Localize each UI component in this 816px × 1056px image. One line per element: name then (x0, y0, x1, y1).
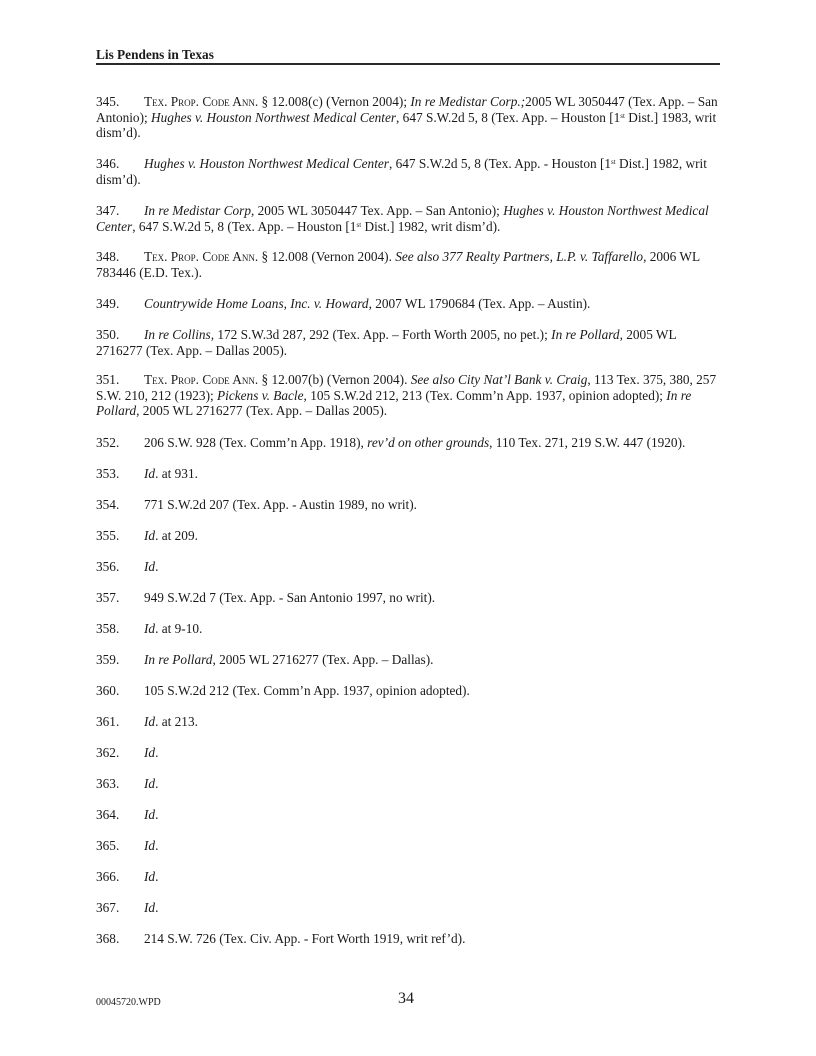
footnote-text: Dist.] 1982, writ dism’d). (96, 156, 707, 187)
footnote-text: In re Pollard (144, 652, 213, 667)
footnote-text: . at 931. (155, 466, 198, 481)
footnote-text: . (155, 776, 159, 791)
footnote-text: In re Medistar Corp.; (410, 94, 526, 109)
document-id: 00045720.WPD (96, 997, 161, 1008)
footnote-text: Id (144, 745, 156, 760)
footnote-text: , 2005 WL 2716277 (Tex. App. – Dallas). (212, 652, 434, 667)
footnote-number: 347. (96, 203, 120, 218)
footnote-text: In re Pollard (551, 327, 620, 342)
footnote (96, 931, 720, 947)
footnote-text: Tex. Prop. Code Ann. (144, 249, 259, 264)
footnote (96, 497, 720, 513)
footnote-text: , 647 S.W.2d 5, 8 (Tex. App. – Houston [1 (132, 218, 357, 234)
running-header-title: Lis Pendens in Texas (96, 47, 214, 62)
footnote-text: See also 377 Realty Partners, L.P. v. Taffarello (395, 249, 644, 264)
footnote-text: Id (144, 807, 156, 822)
footnote-text: § 12.007(b) (Vernon 2004). (258, 372, 411, 387)
footnote-number: 354. (96, 497, 120, 512)
footnote (96, 590, 720, 606)
footnote (96, 203, 720, 234)
footnote (96, 372, 720, 419)
footnote-text: Id (144, 621, 156, 636)
footnote-text: , 105 S.W.2d 212, 213 (Tex. Comm’n App. 1937, opinion adopted); (303, 387, 667, 403)
footnote-text: See also City Nat’l Bank v. Craig (410, 372, 588, 387)
footnote (96, 528, 720, 544)
footnote (96, 807, 720, 823)
footnote-number: 353. (96, 466, 120, 481)
footnote-text: rev’d on other grounds (367, 435, 490, 450)
footnote-number: 364. (96, 807, 120, 822)
footnote (96, 327, 720, 358)
footnote-text: Id (144, 869, 156, 884)
footnote-text: Pickens v. Bacle (217, 387, 304, 403)
footnote-number: 365. (96, 838, 120, 853)
footnote-text: , 2005 WL 3050447 Tex. App. – San Antonio); (251, 203, 504, 218)
footnote-text: 214 S.W. 726 (Tex. Civ. App. - Fort Worth 1919, writ ref’d). (144, 931, 466, 946)
footnote-number: 368. (96, 931, 120, 946)
footnote-number: 362. (96, 745, 120, 760)
footnote-text: Id (144, 528, 156, 543)
footnote-number: 367. (96, 900, 120, 915)
footnote-text: In re Pollard (96, 387, 692, 419)
footnote-text: . (155, 807, 159, 822)
footnote (96, 249, 720, 280)
footnote-text: § 12.008 (Vernon 2004). (258, 249, 396, 264)
footnote-text: Id (144, 559, 156, 574)
footnote-number: 361. (96, 714, 120, 729)
footnote-number: 363. (96, 776, 120, 791)
footnote (96, 776, 720, 792)
footnote-text: . at 9-10. (155, 621, 203, 636)
footnote-text: Id (144, 776, 156, 791)
footnote-number: 358. (96, 621, 120, 636)
footnote (96, 156, 720, 187)
footnote (96, 652, 720, 668)
footnote-text: In re Collins, (144, 327, 215, 342)
footnote-text: 172 S.W.3d 287, 292 (Tex. App. – Forth Worth 2005, no pet.); (214, 327, 552, 342)
footnote-text: 949 S.W.2d 7 (Tex. App. - San Antonio 1997, no writ). (144, 590, 436, 605)
footnote (96, 714, 720, 730)
footnote (96, 838, 720, 854)
footnote (96, 466, 720, 482)
footnote-text: Countrywide Home Loans, Inc. v. Howard (144, 296, 369, 311)
footnote (96, 745, 720, 761)
footnote-text: Hughes v. Houston Northwest Medical Center (151, 109, 397, 125)
footnote-number: 356. (96, 559, 120, 574)
footnote-text: § 12.008(c) (Vernon 2004); (258, 94, 411, 109)
footnote-text: , 110 Tex. 271, 219 S.W. 447 (1920). (489, 435, 686, 450)
footnote (96, 621, 720, 637)
footnote-number: 352. (96, 435, 120, 450)
footnote-text: st (620, 111, 625, 120)
footnote-text: Id (144, 466, 156, 481)
footnote-text: . at 213. (155, 714, 198, 729)
footnote-text: 2005 WL 3050447 (Tex. App. – San Antonio); (96, 94, 718, 125)
footnote-number: 355. (96, 528, 120, 543)
footnote (96, 869, 720, 885)
footnote-text: . (155, 838, 159, 853)
footnote-text: , 647 S.W.2d 5, 8 (Tex. App. – Houston [1 (396, 109, 621, 125)
footnote-text: , 2005 WL 2716277 (Tex. App. – Dallas 2005). (136, 403, 388, 419)
footnote-text: Id (144, 838, 156, 853)
footnote-text: , 647 S.W.2d 5, 8 (Tex. App. - Houston [1 (388, 156, 612, 171)
footnote-text: 206 S.W. 928 (Tex. Comm’n App. 1918), (144, 435, 368, 450)
footnote-text: , 2007 WL 1790684 (Tex. App. – Austin). (368, 296, 591, 311)
footnote-text: st (611, 158, 616, 166)
footnote-number: 360. (96, 683, 120, 698)
footnote-text: , 2005 WL 2716277 (Tex. App. – Dallas 2005). (96, 327, 677, 358)
footnote-text: . (155, 559, 159, 574)
footnote-text: , 2006 WL 783446 (E.D. Tex.). (96, 249, 700, 280)
footnote-text: 771 S.W.2d 207 (Tex. App. - Austin 1989, no writ). (144, 497, 418, 512)
footnote-number: 348. (96, 249, 120, 264)
header-rule (96, 63, 720, 65)
footnote-text: Dist.] 1983, writ dism’d). (96, 109, 717, 141)
footnote-text: st (356, 220, 362, 229)
footnote-text: Hughes v. Houston Northwest Medical Center (96, 203, 709, 234)
footnote (96, 435, 720, 451)
footnote-text: Tex. Prop. Code Ann. (144, 372, 259, 387)
footnote (96, 296, 720, 312)
footnote (96, 900, 720, 916)
footnote-number: 359. (96, 652, 120, 667)
footnote-number: 351. (96, 372, 120, 387)
footnote-text: In re Medistar Corp (144, 203, 251, 218)
footnote-number: 346. (96, 156, 120, 171)
footnote-text: Id (144, 900, 156, 915)
footnote-text: Dist.] 1982, writ dism’d). (361, 218, 501, 234)
footnote-text: Id (144, 714, 156, 729)
footnote-text: Tex. Prop. Code Ann. (144, 94, 259, 109)
footnote-text: . (155, 745, 159, 760)
footnote-number: 345. (96, 94, 120, 109)
footnote-number: 349. (96, 296, 120, 311)
footnote-text: . (155, 869, 159, 884)
footnote (96, 559, 720, 575)
page-number: 34 (398, 990, 414, 1007)
footnote (96, 94, 720, 141)
footnote-text: 105 S.W.2d 212 (Tex. Comm’n App. 1937, opinion adopted). (144, 683, 470, 698)
footnote (96, 683, 720, 699)
footnote-text: . at 209. (155, 528, 198, 543)
footnote-number: 350. (96, 327, 120, 342)
footnote-text: . (155, 900, 159, 915)
footnote-number: 357. (96, 590, 120, 605)
footnote-number: 366. (96, 869, 120, 884)
footnote-text: Hughes v. Houston Northwest Medical Center (144, 156, 389, 171)
footnote-text: , 113 Tex. 375, 380, 257 S.W. 210, 212 (1923); (96, 372, 717, 403)
